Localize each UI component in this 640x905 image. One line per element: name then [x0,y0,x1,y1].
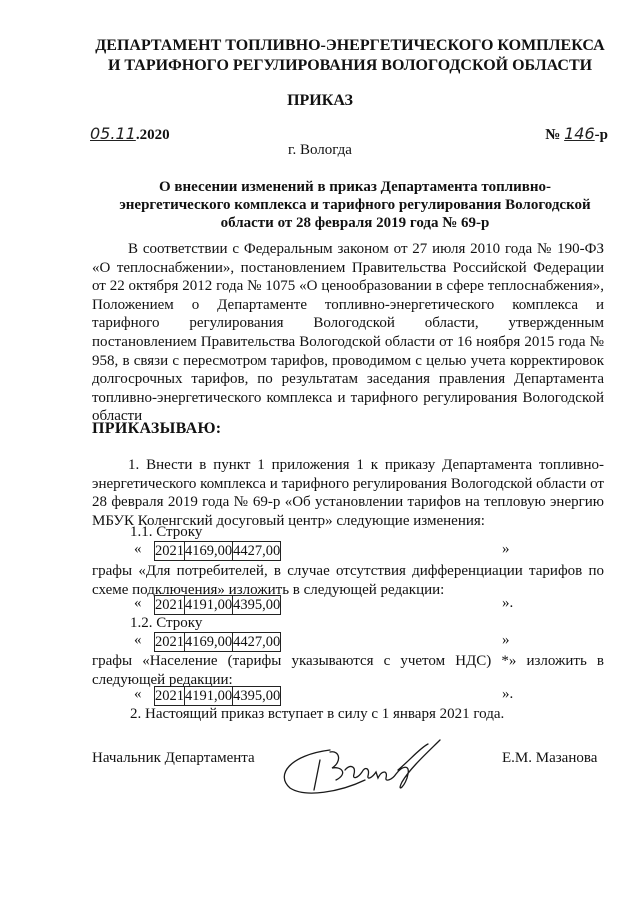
table-cell-h2: 4427,00 [233,634,281,650]
subitem-1-2: 1.2. Строку [130,615,203,631]
table-cell-year: 2021 [155,543,184,559]
subject-line-1: О внесении изменений в приказ Департамента топливно- [158,179,552,195]
quote-open: « [134,541,142,557]
table-cell-year: 2021 [155,597,184,613]
item-1: 1. Внести в пункт 1 приложения 1 к приказу Департамента топливно-энергетического комплекса и тарифного регулирования Вологодской области от 28 февраля 2019 года № 69-р «Об установлении тарифов на тепловую энергию МБУК Коленгский досуговый центр» следующие изменения: [92,457,604,529]
tariff-table [154,541,281,561]
order-word: ПРИКАЗЫВАЮ: [92,420,222,437]
quote-open: « [134,686,142,702]
quote-close: » [502,632,510,648]
document-date [90,124,170,144]
table-cell-year: 2021 [155,688,184,704]
date-printed: .2020 [135,127,170,143]
issuer-line-2: И ТАРИФНОГО РЕГУЛИРОВАНИЯ ВОЛОГОДСКОЙ ОБЛАСТИ [107,57,593,74]
table-cell-h1: 4169,00 [185,543,233,559]
table-cell-year: 2021 [155,634,184,650]
issuer-header [60,36,640,76]
number-prefix: № [545,127,565,143]
city: г. Вологда [288,142,352,158]
number-suffix: -р [594,127,608,143]
quote-close-dot: ». [502,595,514,611]
issuer-line-1: ДЕПАРТАМЕНТ ТОПЛИВНО-ЭНЕРГЕТИЧЕСКОГО КОМПЛЕКСА [95,37,605,54]
document-subject [95,178,615,232]
signer-position: Начальник Департамента [92,750,255,766]
table-cell-h2: 4427,00 [233,543,281,559]
number-handwritten: 146 [564,124,595,143]
handwritten-signature [270,730,450,800]
subject-line-3: области от 28 февраля 2019 года № 69-р [220,215,490,231]
tariff-table [154,595,281,615]
subject-line-2: энергетического комплекса и тарифного регулирования Вологодской [119,197,591,213]
signer-name: Е.М. Мазанова [502,750,598,766]
table-cell-h2: 4395,00 [233,597,281,613]
table-cell-h2: 4395,00 [233,688,281,704]
subitem-1-1: 1.1. Строку [130,524,203,540]
table-cell-h1: 4191,00 [185,688,233,704]
quote-close-dot: ». [502,686,514,702]
quote-open: « [134,595,142,611]
item-2: 2. Настоящий приказ вступает в силу с 1 января 2021 года. [130,706,505,722]
quote-close: » [502,541,510,557]
preamble: В соответствии с Федеральным законом от 27 июля 2010 года № 190-ФЗ «О теплоснабжении», постановлением Правительства Российской Федерации от 22 октября 2012 года № 1075 «О ценообразовании в сфере теплоснабжения», Положением о Департаменте топливно-энергетического комплекса и тарифного регулирования Вологодской области, утвержденным постановлением Правительства Вологодской области от 16 ноября 2015 года № 958, в связи с пересмотром тарифов, проводимом с целью учета корректировок долгосрочных тарифов, по результатам заседания правления Департамента топливно-энергетического комплекса и тарифного регулирования Вологодской области [92,241,604,425]
column-text-2: графы «Население (тарифы указываются с учетом НДС) *» изложить в следующей редакции: [92,653,604,688]
document-type: ПРИКАЗ [287,92,353,109]
table-cell-h1: 4191,00 [185,597,233,613]
document-number [545,124,608,144]
column-text-1: графы «Для потребителей, в случае отсутствия дифференциации тарифов по схеме подключения» изложить в следующей редакции: [92,563,604,598]
table-cell-h1: 4169,00 [185,634,233,650]
tariff-table [154,686,281,706]
tariff-table [154,632,281,652]
date-handwritten: 05.11 [90,124,136,143]
quote-open: « [134,632,142,648]
